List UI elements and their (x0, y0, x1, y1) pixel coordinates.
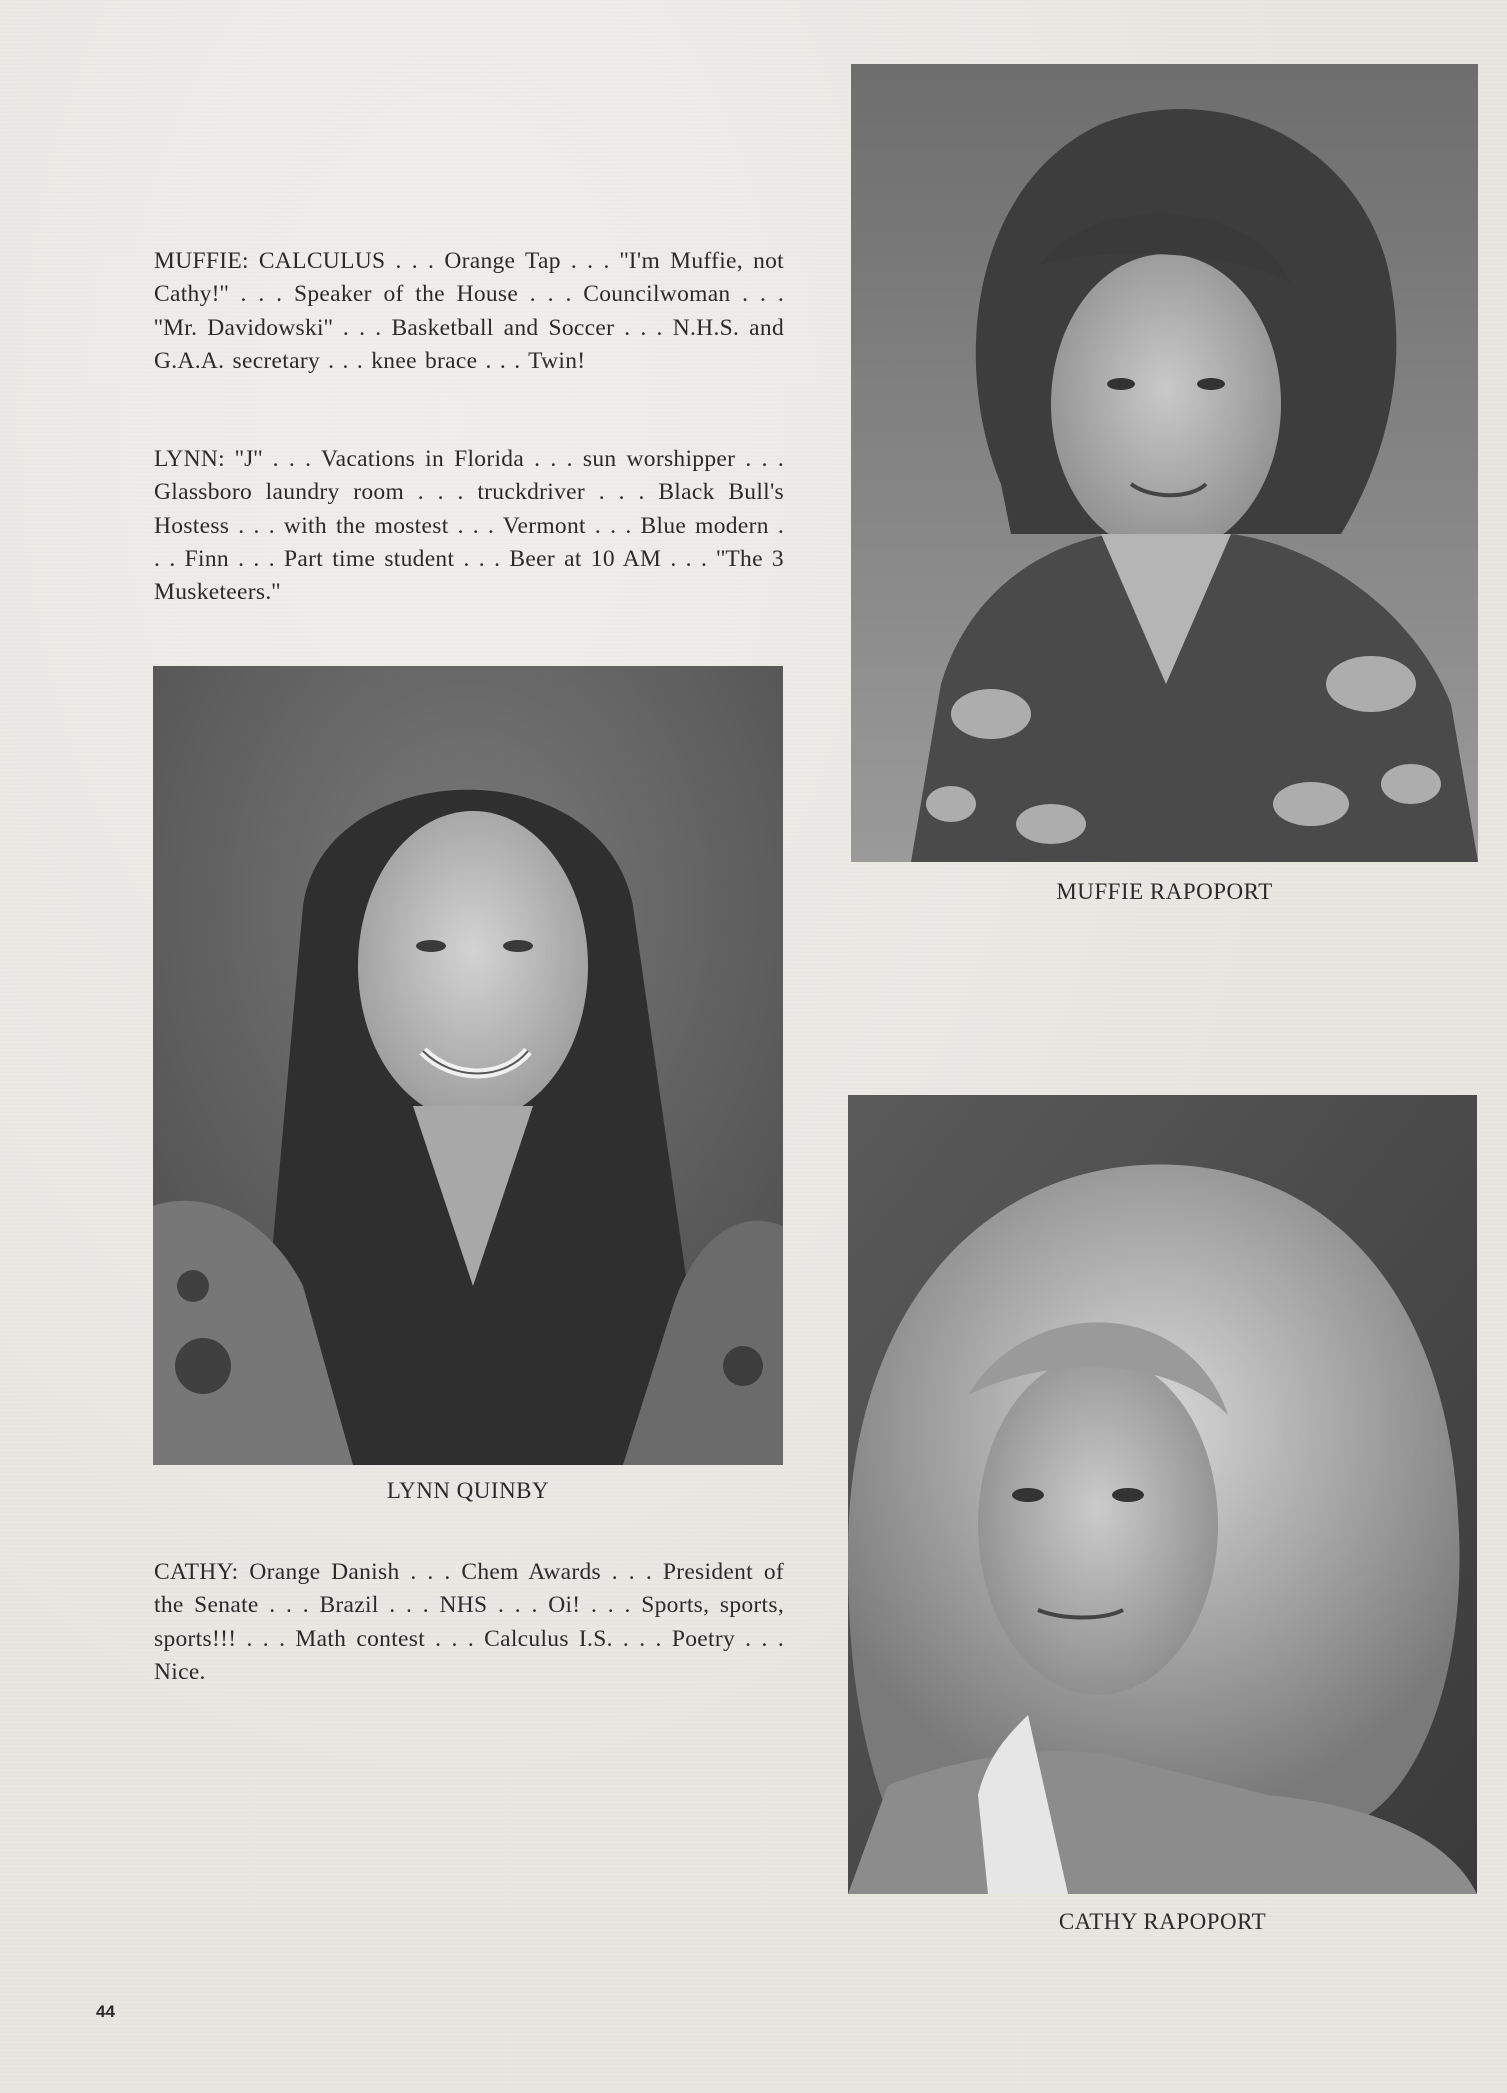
portrait-muffie-image (851, 64, 1478, 862)
bio-cathy: CATHY: Orange Danish . . . Chem Awards . . . President of the Senate . . . Brazil . . . NHS . . . Oi! . . . Sports, sports, sports!!! . . . Math contest . . . Calculus I.S. . . . Poetry . . . Nice. (154, 1559, 784, 1685)
caption-muffie: MUFFIE RAPOPORT (1056, 879, 1273, 904)
portrait-cathy-rapoport (848, 1095, 1477, 1894)
portrait-cathy-image (848, 1095, 1477, 1894)
portrait-muffie-rapoport (851, 64, 1478, 862)
portrait-lynn-quinby (153, 666, 783, 1465)
caption-cathy: CATHY RAPOPORT (1058, 1909, 1267, 1934)
portrait-lynn-image (153, 666, 783, 1465)
caption-lynn: LYNN QUINBY (386, 1478, 550, 1503)
page-number: 44 (96, 2002, 115, 2021)
bio-lynn: LYNN: ''J'' . . . Vacations in Florida . . . sun worshipper . . . Glassboro laundry room . . . truckdriver . . . Black Bull's Hostess . . . with the mostest . . . Vermont . . . Blue modern . . . Finn . . . Part time student . . . Beer at 10 AM . . . ''The 3 Musketeers.'' (154, 446, 784, 606)
bio-muffie: MUFFIE: CALCULUS . . . Orange Tap . . . ''I'm Muffie, not Cathy!'' . . . Speaker of the House . . . Councilwoman . . . ''Mr. Davidowski'' . . . Basketball and Soccer . . . N.H.S. and G.A.A. secretary . . . knee brace . . . Twin! (154, 248, 784, 374)
